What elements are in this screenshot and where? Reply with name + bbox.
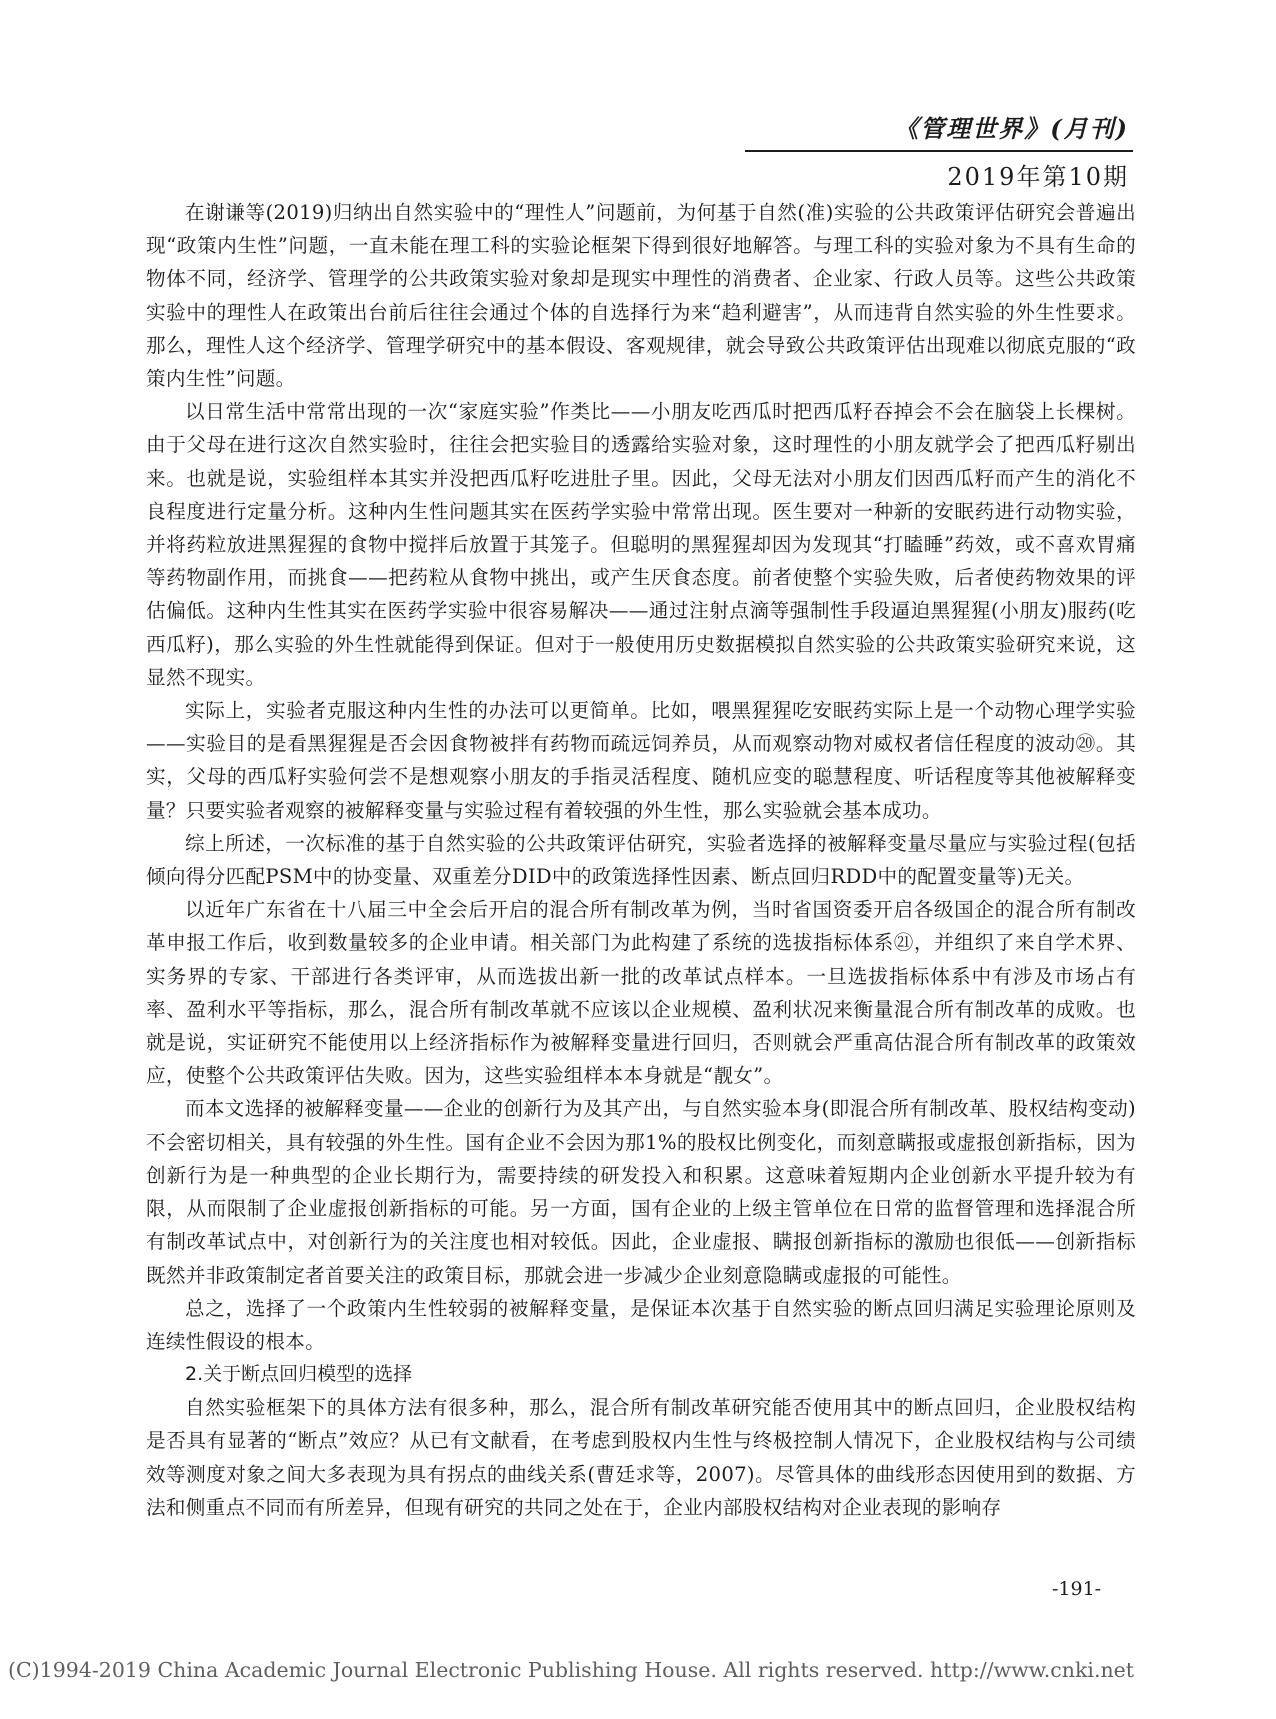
journal-header — [745, 112, 1133, 192]
page-number: -191- — [1052, 1578, 1102, 1600]
paragraph-3: 实际上，实验者克服这种内生性的办法可以更简单。比如，喂黑猩猩吃安眠药实际上是一个动物心理学实验——实验目的是看黑猩猩是否会因食物被拌有药物而疏远饲养员，从而观察动物对威权者信任程度的波动⑳。其实，父母的西瓜籽实验何尝不是想观察小朋友的手指灵活程度、随机应变的聪慧程度、听话程度等其他被解释变量？只要实验者观察的被解释变量与实验过程有着较强的外生性，那么实验就会基本成功。 — [146, 699, 1136, 822]
header-rule — [745, 150, 1133, 152]
journal-title: 《管理世界》(月刊) — [894, 114, 1129, 143]
paragraph-7: 总之，选择了一个政策内生性较弱的被解释变量，是保证本次基于自然实验的断点回归满足实验理论原则及连续性假设的根本。 — [146, 1296, 1136, 1353]
paragraph-5: 以近年广东省在十八届三中全会后开启的混合所有制改革为例，当时省国资委开启各级国企的混合所有制改革申报工作后，收到数量较多的企业申请。相关部门为此构建了系统的选拔指标体系㉑，并组织了来自学术界、实务界的专家、干部进行各类评审，从而选拔出新一批的改革试点样本。一旦选拔指标体系中有涉及市场占有率、盈利水平等指标，那么，混合所有制改革就不应该以企业规模、盈利状况来衡量混合所有制改革的成败。也就是说，实证研究不能使用以上经济指标作为被解释变量进行回归，否则就会严重高估混合所有制改革的政策效应，使整个公共政策评估失败。因为，这些实验组样本本身就是“靓女”。 — [146, 898, 1136, 1088]
paragraph-8: 自然实验框架下的具体方法有很多种，那么，混合所有制改革研究能否使用其中的断点回归，企业股权结构是否具有显著的“断点”效应？从已有文献看，在考虑到股权内生性与终极控制人情况下，企业股权结构与公司绩效等测度对象之间大多表现为具有拐点的曲线关系(曹廷求等，2007)。尽管具体的曲线形态因使用到的数据、方法和侧重点不同而有所差异，但现有研究的共同之处在于，企业内部股权结构对企业表现的影响存 — [146, 1396, 1136, 1519]
article-body — [146, 196, 1136, 1524]
paragraph-6: 而本文选择的被解释变量——企业的创新行为及其产出，与自然实验本身(即混合所有制改革、股权结构变动)不会密切相关，具有较强的外生性。国有企业不会因为那1%的股权比例变化，而刻意瞒报或虚报创新指标，因为创新行为是一种典型的企业长期行为，需要持续的研发投入和积累。这意味着短期内企业创新水平提升较为有限，从而限制了企业虚报创新指标的可能。另一方面，国有企业的上级主管单位在日常的监督管理和选择混合所有制改革试点中，对创新行为的关注度也相对较低。因此，企业虚报、瞒报创新指标的激励也很低——创新指标既然并非政策制定者首要关注的政策目标，那就会进一步减少企业刻意隐瞒或虚报的可能性。 — [146, 1097, 1136, 1287]
paragraph-4: 综上所述，一次标准的基于自然实验的公共政策评估研究，实验者选择的被解释变量尽量应与实验过程(包括倾向得分匹配PSM中的协变量、双重差分DID中的政策选择性因素、断点回归RDD中的配置变量等)无关。 — [146, 831, 1136, 889]
paragraph-1: 在谢谦等(2019)归纳出自然实验中的“理性人”问题前，为何基于自然(准)实验的公共政策评估研究会普遍出现“政策内生性”问题，一直未能在理工科的实验论框架下得到很好地解答。与理工科的实验对象为不具有生命的物体不同，经济学、管理学的公共政策实验对象却是现实中理性的消费者、企业家、行政人员等。这些公共政策实验中的理性人在政策出台前后往往会通过个体的自选择行为来“趋利避害”，从而违背自然实验的外生性要求。那么，理性人这个经济学、管理学研究中的基本假设、客观规律，就会导致公共政策评估出现难以彻底克服的“政策内生性”问题。 — [146, 201, 1136, 391]
copyright-footer: (C)1994-2019 China Academic Journal Electronic Publishing House. All rights reserved. http://www.cnki.net — [8, 1658, 1135, 1682]
section-heading: 2.关于断点回归模型的选择 — [185, 1363, 413, 1386]
issue-number: 2019年第10期 — [947, 163, 1129, 191]
paragraph-2: 以日常生活中常常出现的一次“家庭实验”作类比——小朋友吃西瓜时把西瓜籽吞掉会不会在脑袋上长棵树。由于父母在进行这次自然实验时，往往会把实验目的透露给实验对象，这时理性的小朋友就学会了把西瓜籽剔出来。也就是说，实验组样本其实并没把西瓜籽吃进肚子里。因此，父母无法对小朋友们因西瓜籽而产生的消化不良程度进行定量分析。这种内生性问题其实在医药学实验中常常出现。医生要对一种新的安眠药进行动物实验，并将药粒放进黑猩猩的食物中搅拌后放置于其笼子。但聪明的黑猩猩却因为发现其“打瞌睡”药效，或不喜欢胃痛等药物副作用，而挑食——把药粒从食物中挑出，或产生厌食态度。前者使整个实验失败，后者使药物效果的评估偏低。这种内生性其实在医药学实验中很容易解决——通过注射点滴等强制性手段逼迫黑猩猩(小朋友)服药(吃西瓜籽)，那么实验的外生性就能得到保证。但对于一般使用历史数据模拟自然实验的公共政策实验研究来说，这显然不现实。 — [146, 400, 1136, 689]
